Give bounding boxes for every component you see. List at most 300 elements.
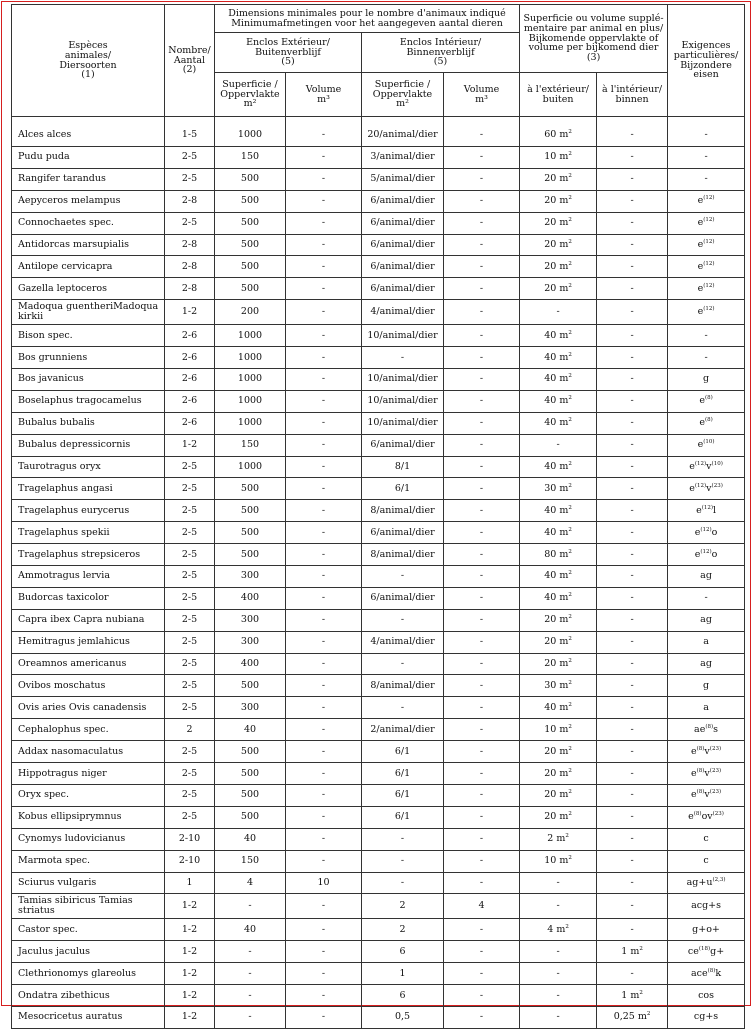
cell-req: $e^{(12)}l$ — [668, 500, 745, 522]
cell-in-s: 4/animal/dier — [362, 300, 444, 325]
cell-req: g — [668, 675, 745, 697]
cell-count: 2-5 — [165, 631, 215, 653]
cell-out-v: - — [286, 412, 362, 434]
cell-ext: 2 $m^2$ — [520, 828, 597, 850]
cell-ext: 10 $m^2$ — [520, 719, 597, 741]
table-row — [12, 278, 745, 300]
cell-species: Mesocricetus auratus — [12, 1006, 165, 1028]
table-row — [12, 806, 745, 828]
cell-in-s: 6/animal/dier — [362, 278, 444, 300]
cell-in-v: - — [444, 653, 520, 675]
cell-count: 2-5 — [165, 653, 215, 675]
cell-out-s: 300 — [215, 609, 286, 631]
cell-ext: - — [520, 985, 597, 1007]
cell-ext: 40 $m^2$ — [520, 500, 597, 522]
cell-ext: 40 $m^2$ — [520, 347, 597, 369]
cell-species: Capra ibex Capra nubiana — [12, 609, 165, 631]
cell-in-v: - — [444, 763, 520, 785]
cell-out-s: 1000 — [215, 117, 286, 147]
cell-species: Kobus ellipsiprymnus — [12, 806, 165, 828]
cell-ext: 20 $m^2$ — [520, 741, 597, 763]
col-extra-inside: à l'intérieur/ binnen — [597, 73, 668, 117]
cell-species: Budorcas taxicolor — [12, 587, 165, 609]
cell-count: 2-5 — [165, 566, 215, 588]
cell-ext: 4 $m^2$ — [520, 919, 597, 941]
cell-species: Connochaetes spec. — [12, 212, 165, 234]
cell-in-v: 4 — [444, 894, 520, 919]
cell-ext: 20 $m^2$ — [520, 784, 597, 806]
cell-species: Oreamnos americanus — [12, 653, 165, 675]
cell-count: 1-2 — [165, 300, 215, 325]
cell-int: - — [597, 566, 668, 588]
table-row — [12, 850, 745, 872]
cell-species: Tragelaphus strepsiceros — [12, 544, 165, 566]
cell-species: Antilope cervicapra — [12, 256, 165, 278]
cell-req: $e^{(12)}$ — [668, 234, 745, 256]
cell-out-v: 10 — [286, 872, 362, 894]
cell-out-v: - — [286, 719, 362, 741]
cell-species: Boselaphus tragocamelus — [12, 390, 165, 412]
cell-out-v: - — [286, 894, 362, 919]
cell-ext: - — [520, 872, 597, 894]
cell-int: - — [597, 609, 668, 631]
cell-out-s: 40 — [215, 719, 286, 741]
cell-in-v: - — [444, 1006, 520, 1028]
cell-int: - — [597, 190, 668, 212]
cell-req: $e^{(12)}$ — [668, 256, 745, 278]
col-indoor-surface: Superficie / Oppervlakte m² — [362, 73, 444, 117]
table-row — [12, 741, 745, 763]
cell-species: Tragelaphus eurycerus — [12, 500, 165, 522]
table-row — [12, 566, 745, 588]
cell-in-v: - — [444, 147, 520, 169]
cell-int: - — [597, 631, 668, 653]
cell-in-s: - — [362, 609, 444, 631]
cell-in-s: 6/animal/dier — [362, 256, 444, 278]
cell-ext: 20 $m^2$ — [520, 609, 597, 631]
cell-species: Aepyceros melampus — [12, 190, 165, 212]
cell-out-v: - — [286, 828, 362, 850]
cell-ext: 20 $m^2$ — [520, 631, 597, 653]
cell-in-s: 6 — [362, 985, 444, 1007]
table-row — [12, 300, 745, 325]
cell-species: Cynomys ludovicianus — [12, 828, 165, 850]
cell-req: $e^{(8)}$ — [668, 390, 745, 412]
cell-ext: 40 $m^2$ — [520, 456, 597, 478]
table-row — [12, 894, 745, 919]
cell-species: Bison spec. — [12, 325, 165, 347]
cell-ext: 20 $m^2$ — [520, 234, 597, 256]
cell-out-s: 500 — [215, 522, 286, 544]
cell-int: - — [597, 325, 668, 347]
cell-species: Ovis aries Ovis canadensis — [12, 697, 165, 719]
cell-species: Tragelaphus spekii — [12, 522, 165, 544]
cell-species: Gazella leptoceros — [12, 278, 165, 300]
cell-in-v: - — [444, 963, 520, 985]
animal-enclosure-table — [11, 4, 745, 1029]
cell-count: 2-5 — [165, 763, 215, 785]
cell-int: - — [597, 117, 668, 147]
cell-count: 2-10 — [165, 850, 215, 872]
cell-species: Ovibos moschatus — [12, 675, 165, 697]
table-row — [12, 190, 745, 212]
cell-out-v: - — [286, 256, 362, 278]
cell-out-s: 300 — [215, 631, 286, 653]
cell-in-v: - — [444, 522, 520, 544]
cell-count: 2-8 — [165, 234, 215, 256]
cell-out-v: - — [286, 653, 362, 675]
cell-out-v: - — [286, 763, 362, 785]
cell-species: Madoqua guentheriMadoqua kirkii — [12, 300, 165, 325]
cell-out-s: 500 — [215, 741, 286, 763]
cell-in-s: 6/animal/dier — [362, 587, 444, 609]
cell-int: - — [597, 478, 668, 500]
cell-out-v: - — [286, 347, 362, 369]
cell-ext: 40 $m^2$ — [520, 587, 597, 609]
table-row — [12, 168, 745, 190]
cell-out-s: 200 — [215, 300, 286, 325]
cell-count: 2-8 — [165, 190, 215, 212]
cell-out-s: 500 — [215, 763, 286, 785]
cell-int: 1 $m^2$ — [597, 941, 668, 963]
cell-req: a — [668, 697, 745, 719]
cell-in-s: - — [362, 697, 444, 719]
col-requirements: Exigences particulières/ Bijzondere eisen — [668, 5, 745, 117]
cell-req: $e^{(12)}o$ — [668, 544, 745, 566]
table-row — [12, 117, 745, 147]
cell-out-s: 4 — [215, 872, 286, 894]
table-row — [12, 1006, 745, 1028]
cell-in-v: - — [444, 347, 520, 369]
cell-out-v: - — [286, 1006, 362, 1028]
table-row — [12, 697, 745, 719]
cell-int: - — [597, 434, 668, 456]
cell-in-s: 6/animal/dier — [362, 434, 444, 456]
cell-req: $e^{(12)}$ — [668, 300, 745, 325]
cell-count: 2-5 — [165, 168, 215, 190]
cell-in-v: - — [444, 566, 520, 588]
cell-req: $ag+u^{(2,3)}$ — [668, 872, 745, 894]
table-row — [12, 544, 745, 566]
cell-species: Bos grunniens — [12, 347, 165, 369]
table-row — [12, 784, 745, 806]
cell-species: Sciurus vulgaris — [12, 872, 165, 894]
cell-ext: 40 $m^2$ — [520, 390, 597, 412]
cell-req: acg+s — [668, 894, 745, 919]
cell-in-s: - — [362, 828, 444, 850]
cell-ext: 20 $m^2$ — [520, 256, 597, 278]
table-row — [12, 587, 745, 609]
cell-req: $e^{(12)}$ — [668, 190, 745, 212]
cell-species: Hippotragus niger — [12, 763, 165, 785]
cell-in-v: - — [444, 872, 520, 894]
cell-int: - — [597, 741, 668, 763]
cell-out-s: 1000 — [215, 412, 286, 434]
cell-ext: 40 $m^2$ — [520, 369, 597, 391]
cell-count: 2-5 — [165, 784, 215, 806]
cell-species: Alces alces — [12, 117, 165, 147]
table-row — [12, 653, 745, 675]
cell-species: Hemitragus jemlahicus — [12, 631, 165, 653]
cell-count: 1-2 — [165, 894, 215, 919]
cell-int: - — [597, 828, 668, 850]
cell-out-v: - — [286, 919, 362, 941]
cell-int: - — [597, 894, 668, 919]
cell-int: - — [597, 850, 668, 872]
cell-int: - — [597, 719, 668, 741]
cell-count: 2-5 — [165, 522, 215, 544]
cell-in-s: 20/animal/dier — [362, 117, 444, 147]
cell-req: - — [668, 347, 745, 369]
table-row — [12, 347, 745, 369]
cell-species: Marmota spec. — [12, 850, 165, 872]
cell-out-v: - — [286, 500, 362, 522]
cell-in-v: - — [444, 719, 520, 741]
cell-out-v: - — [286, 850, 362, 872]
table-row — [12, 478, 745, 500]
cell-out-s: 150 — [215, 434, 286, 456]
cell-out-s: 1000 — [215, 347, 286, 369]
table-body — [12, 117, 745, 1029]
cell-in-v: - — [444, 697, 520, 719]
cell-int: - — [597, 587, 668, 609]
cell-req: a — [668, 631, 745, 653]
cell-out-v: - — [286, 609, 362, 631]
cell-int: - — [597, 806, 668, 828]
cell-ext: 20 $m^2$ — [520, 212, 597, 234]
cell-in-v: - — [444, 828, 520, 850]
cell-in-s: - — [362, 653, 444, 675]
cell-in-s: 6/1 — [362, 763, 444, 785]
cell-count: 1-5 — [165, 117, 215, 147]
cell-int: 0,25 $m^2$ — [597, 1006, 668, 1028]
cell-out-s: 1000 — [215, 456, 286, 478]
cell-in-v: - — [444, 631, 520, 653]
cell-req: ag — [668, 653, 745, 675]
cell-in-s: 6/1 — [362, 784, 444, 806]
cell-out-v: - — [286, 522, 362, 544]
table-row — [12, 522, 745, 544]
cell-req: ag — [668, 609, 745, 631]
cell-out-s: 500 — [215, 168, 286, 190]
cell-species: Cephalophus spec. — [12, 719, 165, 741]
cell-ext: 30 $m^2$ — [520, 675, 597, 697]
cell-req: $e^{(12)}v^{(10)}$ — [668, 456, 745, 478]
cell-out-s: 500 — [215, 190, 286, 212]
cell-int: - — [597, 256, 668, 278]
col-outdoor-volume: Volume m³ — [286, 73, 362, 117]
table-row — [12, 675, 745, 697]
cell-ext: 40 $m^2$ — [520, 697, 597, 719]
cell-req: g — [668, 369, 745, 391]
cell-ext: 40 $m^2$ — [520, 412, 597, 434]
cell-req: c — [668, 850, 745, 872]
cell-req: $ce^{(18)}g+$ — [668, 941, 745, 963]
cell-int: - — [597, 168, 668, 190]
cell-count: 1-2 — [165, 1006, 215, 1028]
cell-out-v: - — [286, 234, 362, 256]
cell-int: - — [597, 278, 668, 300]
col-species: Espèces animales/ Diersoorten (1) — [12, 5, 165, 117]
cell-species: Jaculus jaculus — [12, 941, 165, 963]
cell-in-s: 2 — [362, 919, 444, 941]
cell-ext: - — [520, 894, 597, 919]
table-row — [12, 412, 745, 434]
cell-count: 2-6 — [165, 325, 215, 347]
cell-in-v: - — [444, 325, 520, 347]
cell-req: $e^{(12)}$ — [668, 278, 745, 300]
table-row — [12, 456, 745, 478]
table-row — [12, 985, 745, 1007]
cell-ext: - — [520, 434, 597, 456]
cell-in-v: - — [444, 784, 520, 806]
cell-int: - — [597, 919, 668, 941]
cell-out-v: - — [286, 587, 362, 609]
cell-count: 2-5 — [165, 212, 215, 234]
cell-count: 2-5 — [165, 609, 215, 631]
cell-species: Ondatra zibethicus — [12, 985, 165, 1007]
cell-out-v: - — [286, 985, 362, 1007]
cell-int: - — [597, 653, 668, 675]
cell-in-v: - — [444, 117, 520, 147]
cell-in-v: - — [444, 741, 520, 763]
cell-in-v: - — [444, 212, 520, 234]
cell-in-v: - — [444, 168, 520, 190]
cell-out-v: - — [286, 168, 362, 190]
table-row — [12, 609, 745, 631]
cell-int: - — [597, 412, 668, 434]
cell-in-s: 6 — [362, 941, 444, 963]
cell-count: 2-5 — [165, 456, 215, 478]
cell-req: $e^{(8)}v^{(23)}$ — [668, 763, 745, 785]
cell-in-v: - — [444, 478, 520, 500]
cell-req: - — [668, 587, 745, 609]
cell-out-v: - — [286, 631, 362, 653]
cell-ext: 40 $m^2$ — [520, 522, 597, 544]
cell-species: Bubalus depressicornis — [12, 434, 165, 456]
cell-in-v: - — [444, 609, 520, 631]
cell-count: 1-2 — [165, 434, 215, 456]
cell-ext: 10 $m^2$ — [520, 850, 597, 872]
table-row — [12, 212, 745, 234]
cell-ext: 20 $m^2$ — [520, 653, 597, 675]
table-row — [12, 434, 745, 456]
cell-out-s: 500 — [215, 234, 286, 256]
cell-in-s: - — [362, 872, 444, 894]
cell-count: 2-5 — [165, 697, 215, 719]
cell-req: ag — [668, 566, 745, 588]
cell-req: - — [668, 168, 745, 190]
cell-ext: 10 $m^2$ — [520, 147, 597, 169]
cell-count: 2-8 — [165, 278, 215, 300]
cell-in-s: - — [362, 566, 444, 588]
cell-req: $e^{(8)}v^{(23)}$ — [668, 741, 745, 763]
cell-out-v: - — [286, 278, 362, 300]
table-row — [12, 919, 745, 941]
cell-in-s: 5/animal/dier — [362, 168, 444, 190]
cell-count: 1-2 — [165, 985, 215, 1007]
cell-species: Addax nasomaculatus — [12, 741, 165, 763]
cell-count: 2-5 — [165, 806, 215, 828]
cell-int: - — [597, 234, 668, 256]
cell-req: $e^{(12)}$ — [668, 212, 745, 234]
cell-out-s: 1000 — [215, 390, 286, 412]
cell-int: - — [597, 522, 668, 544]
cell-out-s: - — [215, 941, 286, 963]
cell-in-s: 6/animal/dier — [362, 212, 444, 234]
cell-out-s: 500 — [215, 278, 286, 300]
cell-in-v: - — [444, 500, 520, 522]
cell-in-s: 6/1 — [362, 741, 444, 763]
cell-out-v: - — [286, 434, 362, 456]
cell-count: 1-2 — [165, 941, 215, 963]
table-row — [12, 256, 745, 278]
table-row — [12, 369, 745, 391]
col-outdoor: Enclos Extérieur/ Buitenverblijf (5) — [215, 33, 362, 73]
cell-in-v: - — [444, 434, 520, 456]
cell-req: - — [668, 325, 745, 347]
cell-in-v: - — [444, 300, 520, 325]
cell-count: 2-5 — [165, 478, 215, 500]
cell-ext: 80 $m^2$ — [520, 544, 597, 566]
cell-in-s: 2 — [362, 894, 444, 919]
cell-out-v: - — [286, 806, 362, 828]
cell-out-s: 300 — [215, 566, 286, 588]
cell-count: 2-5 — [165, 587, 215, 609]
cell-ext: 20 $m^2$ — [520, 763, 597, 785]
table-row — [12, 763, 745, 785]
table-row — [12, 390, 745, 412]
cell-out-v: - — [286, 147, 362, 169]
cell-species: Antidorcas marsupialis — [12, 234, 165, 256]
cell-req: $e^{(10)}$ — [668, 434, 745, 456]
table-row — [12, 234, 745, 256]
cell-in-s: 6/1 — [362, 806, 444, 828]
cell-out-s: 500 — [215, 478, 286, 500]
cell-count: 2-5 — [165, 741, 215, 763]
cell-in-s: - — [362, 850, 444, 872]
cell-out-v: - — [286, 478, 362, 500]
cell-in-s: 8/animal/dier — [362, 500, 444, 522]
cell-in-s: 10/animal/dier — [362, 325, 444, 347]
cell-in-v: - — [444, 806, 520, 828]
cell-out-v: - — [286, 566, 362, 588]
cell-req: $e^{(12)}v^{(23)}$ — [668, 478, 745, 500]
cell-req: $e^{(8)}$ — [668, 412, 745, 434]
cell-count: 1 — [165, 872, 215, 894]
cell-count: 1-2 — [165, 919, 215, 941]
table-row — [12, 941, 745, 963]
cell-count: 2-5 — [165, 675, 215, 697]
cell-in-s: 10/animal/dier — [362, 412, 444, 434]
cell-int: - — [597, 212, 668, 234]
cell-out-v: - — [286, 784, 362, 806]
cell-ext: 60 $m^2$ — [520, 117, 597, 147]
cell-out-s: 40 — [215, 919, 286, 941]
cell-out-v: - — [286, 941, 362, 963]
cell-int: - — [597, 872, 668, 894]
cell-ext: 40 $m^2$ — [520, 566, 597, 588]
cell-int: - — [597, 697, 668, 719]
cell-count: 2-5 — [165, 147, 215, 169]
col-indoor-volume: Volume m³ — [444, 73, 520, 117]
col-extra-outside: à l'extérieur/ buiten — [520, 73, 597, 117]
cell-species: Taurotragus oryx — [12, 456, 165, 478]
col-outdoor-surface: Superficie / Oppervlakte m² — [215, 73, 286, 117]
cell-in-v: - — [444, 456, 520, 478]
table-row — [12, 828, 745, 850]
cell-count: 2 — [165, 719, 215, 741]
